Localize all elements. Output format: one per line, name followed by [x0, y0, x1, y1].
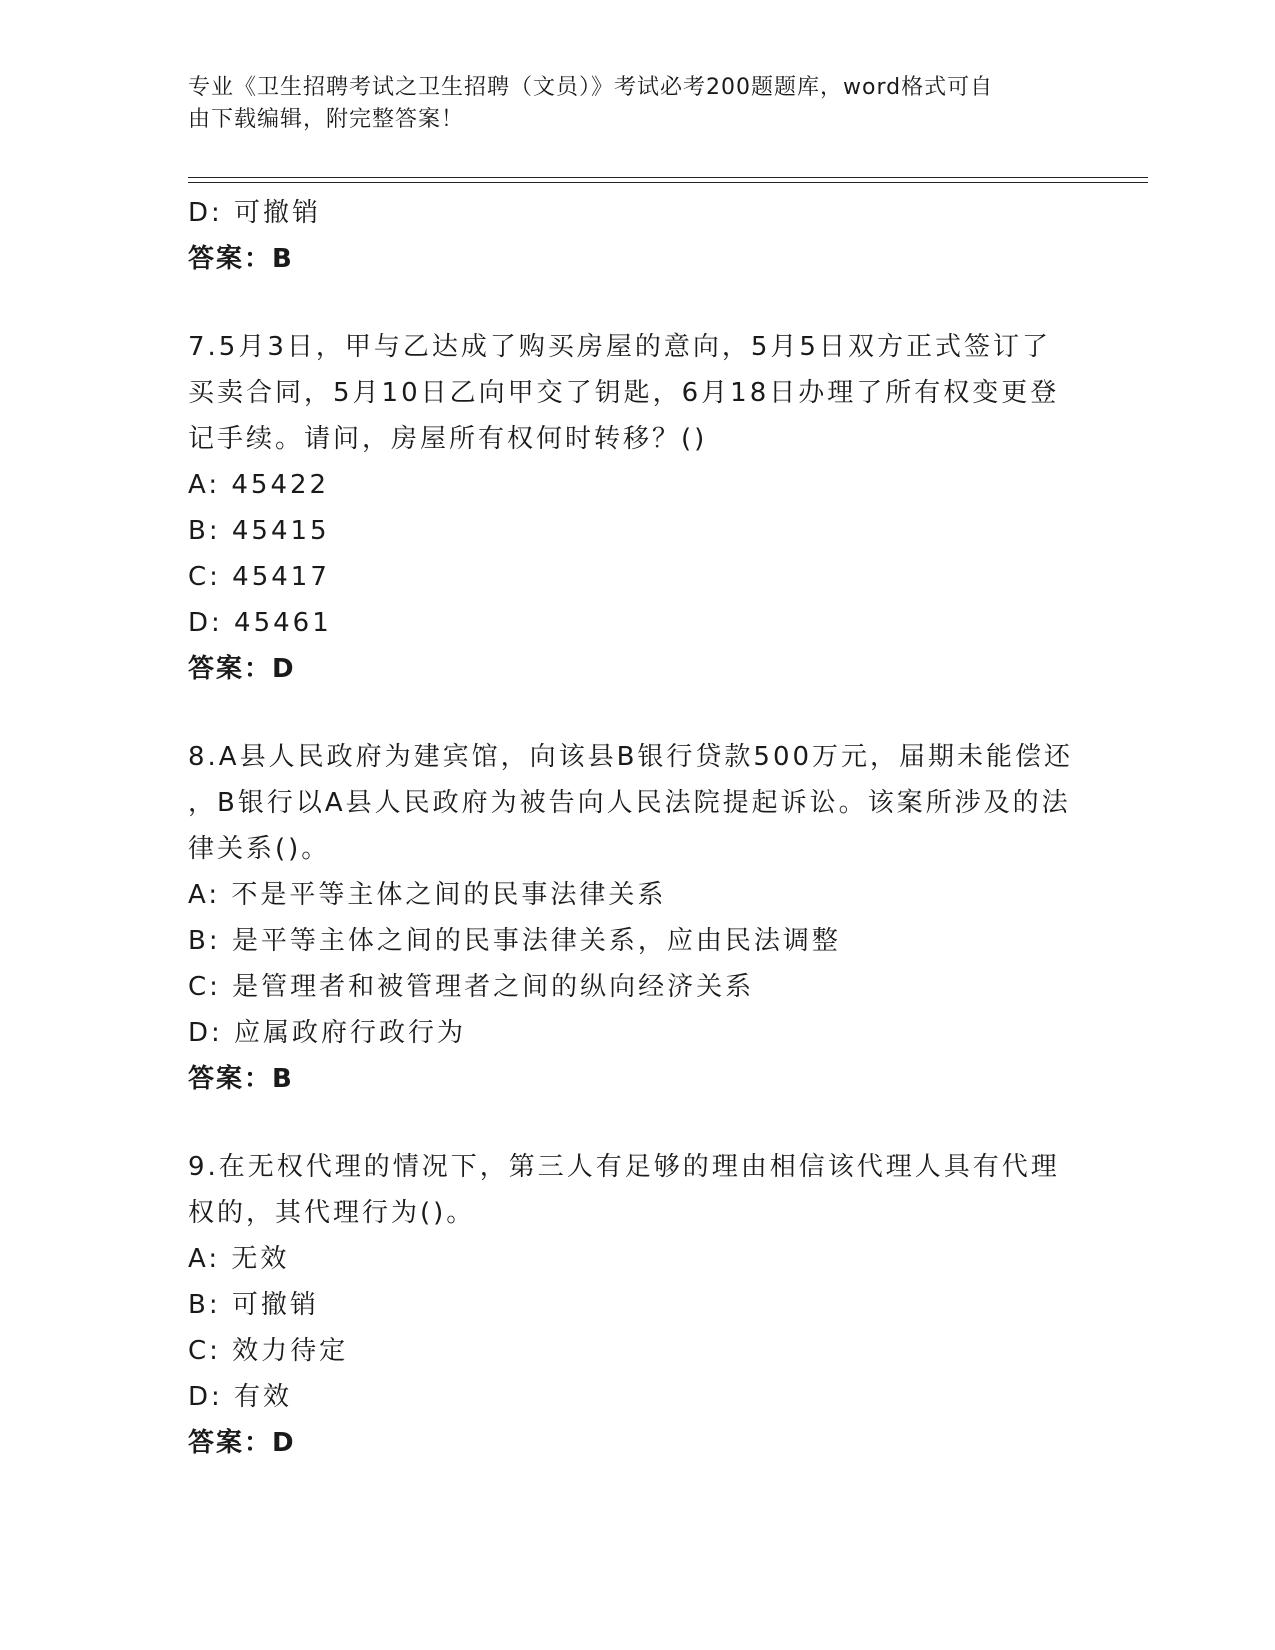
- option-c: C: 是管理者和被管理者之间的纵向经济关系: [188, 972, 755, 1002]
- option-b: B: 45415: [188, 516, 330, 546]
- header-rule-bottom: [188, 182, 1148, 183]
- question-stem-line: 记手续。请问，房屋所有权何时转移？(): [188, 424, 708, 454]
- question-8: [188, 734, 1088, 1102]
- question-stem-line: 9.在无权代理的情况下，第三人有足够的理由相信该代理人具有代理: [188, 1152, 1060, 1182]
- option-a: A: 45422: [188, 470, 330, 500]
- spacer: [188, 282, 1088, 324]
- question-stem-line: 律关系()。: [188, 834, 331, 864]
- option-c: C: 45417: [188, 562, 330, 592]
- question-9: [188, 1144, 1088, 1466]
- option-d: D: 可撤销: [188, 198, 322, 228]
- question-stem-line: 8.A县人民政府为建宾馆，向该县B银行贷款500万元，届期未能偿还: [188, 742, 1074, 772]
- option-d: D: 有效: [188, 1382, 293, 1412]
- answer-label: 答案：B: [188, 1064, 294, 1094]
- question-list: [188, 190, 1088, 1466]
- spacer: [188, 692, 1088, 734]
- spacer: [188, 1102, 1088, 1144]
- answer-label: 答案：D: [188, 654, 296, 684]
- question-stem-line: 7.5月3日，甲与乙达成了购买房屋的意向，5月5日双方正式签订了: [188, 332, 1051, 362]
- question-6-tail: [188, 190, 1088, 282]
- page-header: [188, 72, 1088, 136]
- option-b: B: 是平等主体之间的民事法律关系，应由民法调整: [188, 926, 841, 956]
- option-b: B: 可撤销: [188, 1290, 319, 1320]
- option-d: D: 45461: [188, 608, 332, 638]
- question-stem-line: 买卖合同，5月10日乙向甲交了钥匙，6月18日办理了所有权变更登: [188, 378, 1060, 408]
- question-7: [188, 324, 1088, 692]
- question-stem-line: ，B银行以A县人民政府为被告向人民法院提起诉讼。该案所涉及的法: [188, 788, 1071, 818]
- question-stem-line: 权的，其代理行为()。: [188, 1198, 476, 1228]
- answer-label: 答案：D: [188, 1428, 296, 1458]
- header-rule-top: [188, 177, 1148, 178]
- option-d: D: 应属政府行政行为: [188, 1018, 467, 1048]
- header-line-1: 专业《卫生招聘考试之卫生招聘（文员）》考试必考200题题库，word格式可自: [188, 75, 994, 100]
- option-c: C: 效力待定: [188, 1336, 349, 1366]
- answer-label: 答案：B: [188, 244, 294, 274]
- option-a: A: 不是平等主体之间的民事法律关系: [188, 880, 667, 910]
- option-a: A: 无效: [188, 1244, 290, 1274]
- header-line-2: 由下载编辑，附完整答案！: [188, 107, 465, 132]
